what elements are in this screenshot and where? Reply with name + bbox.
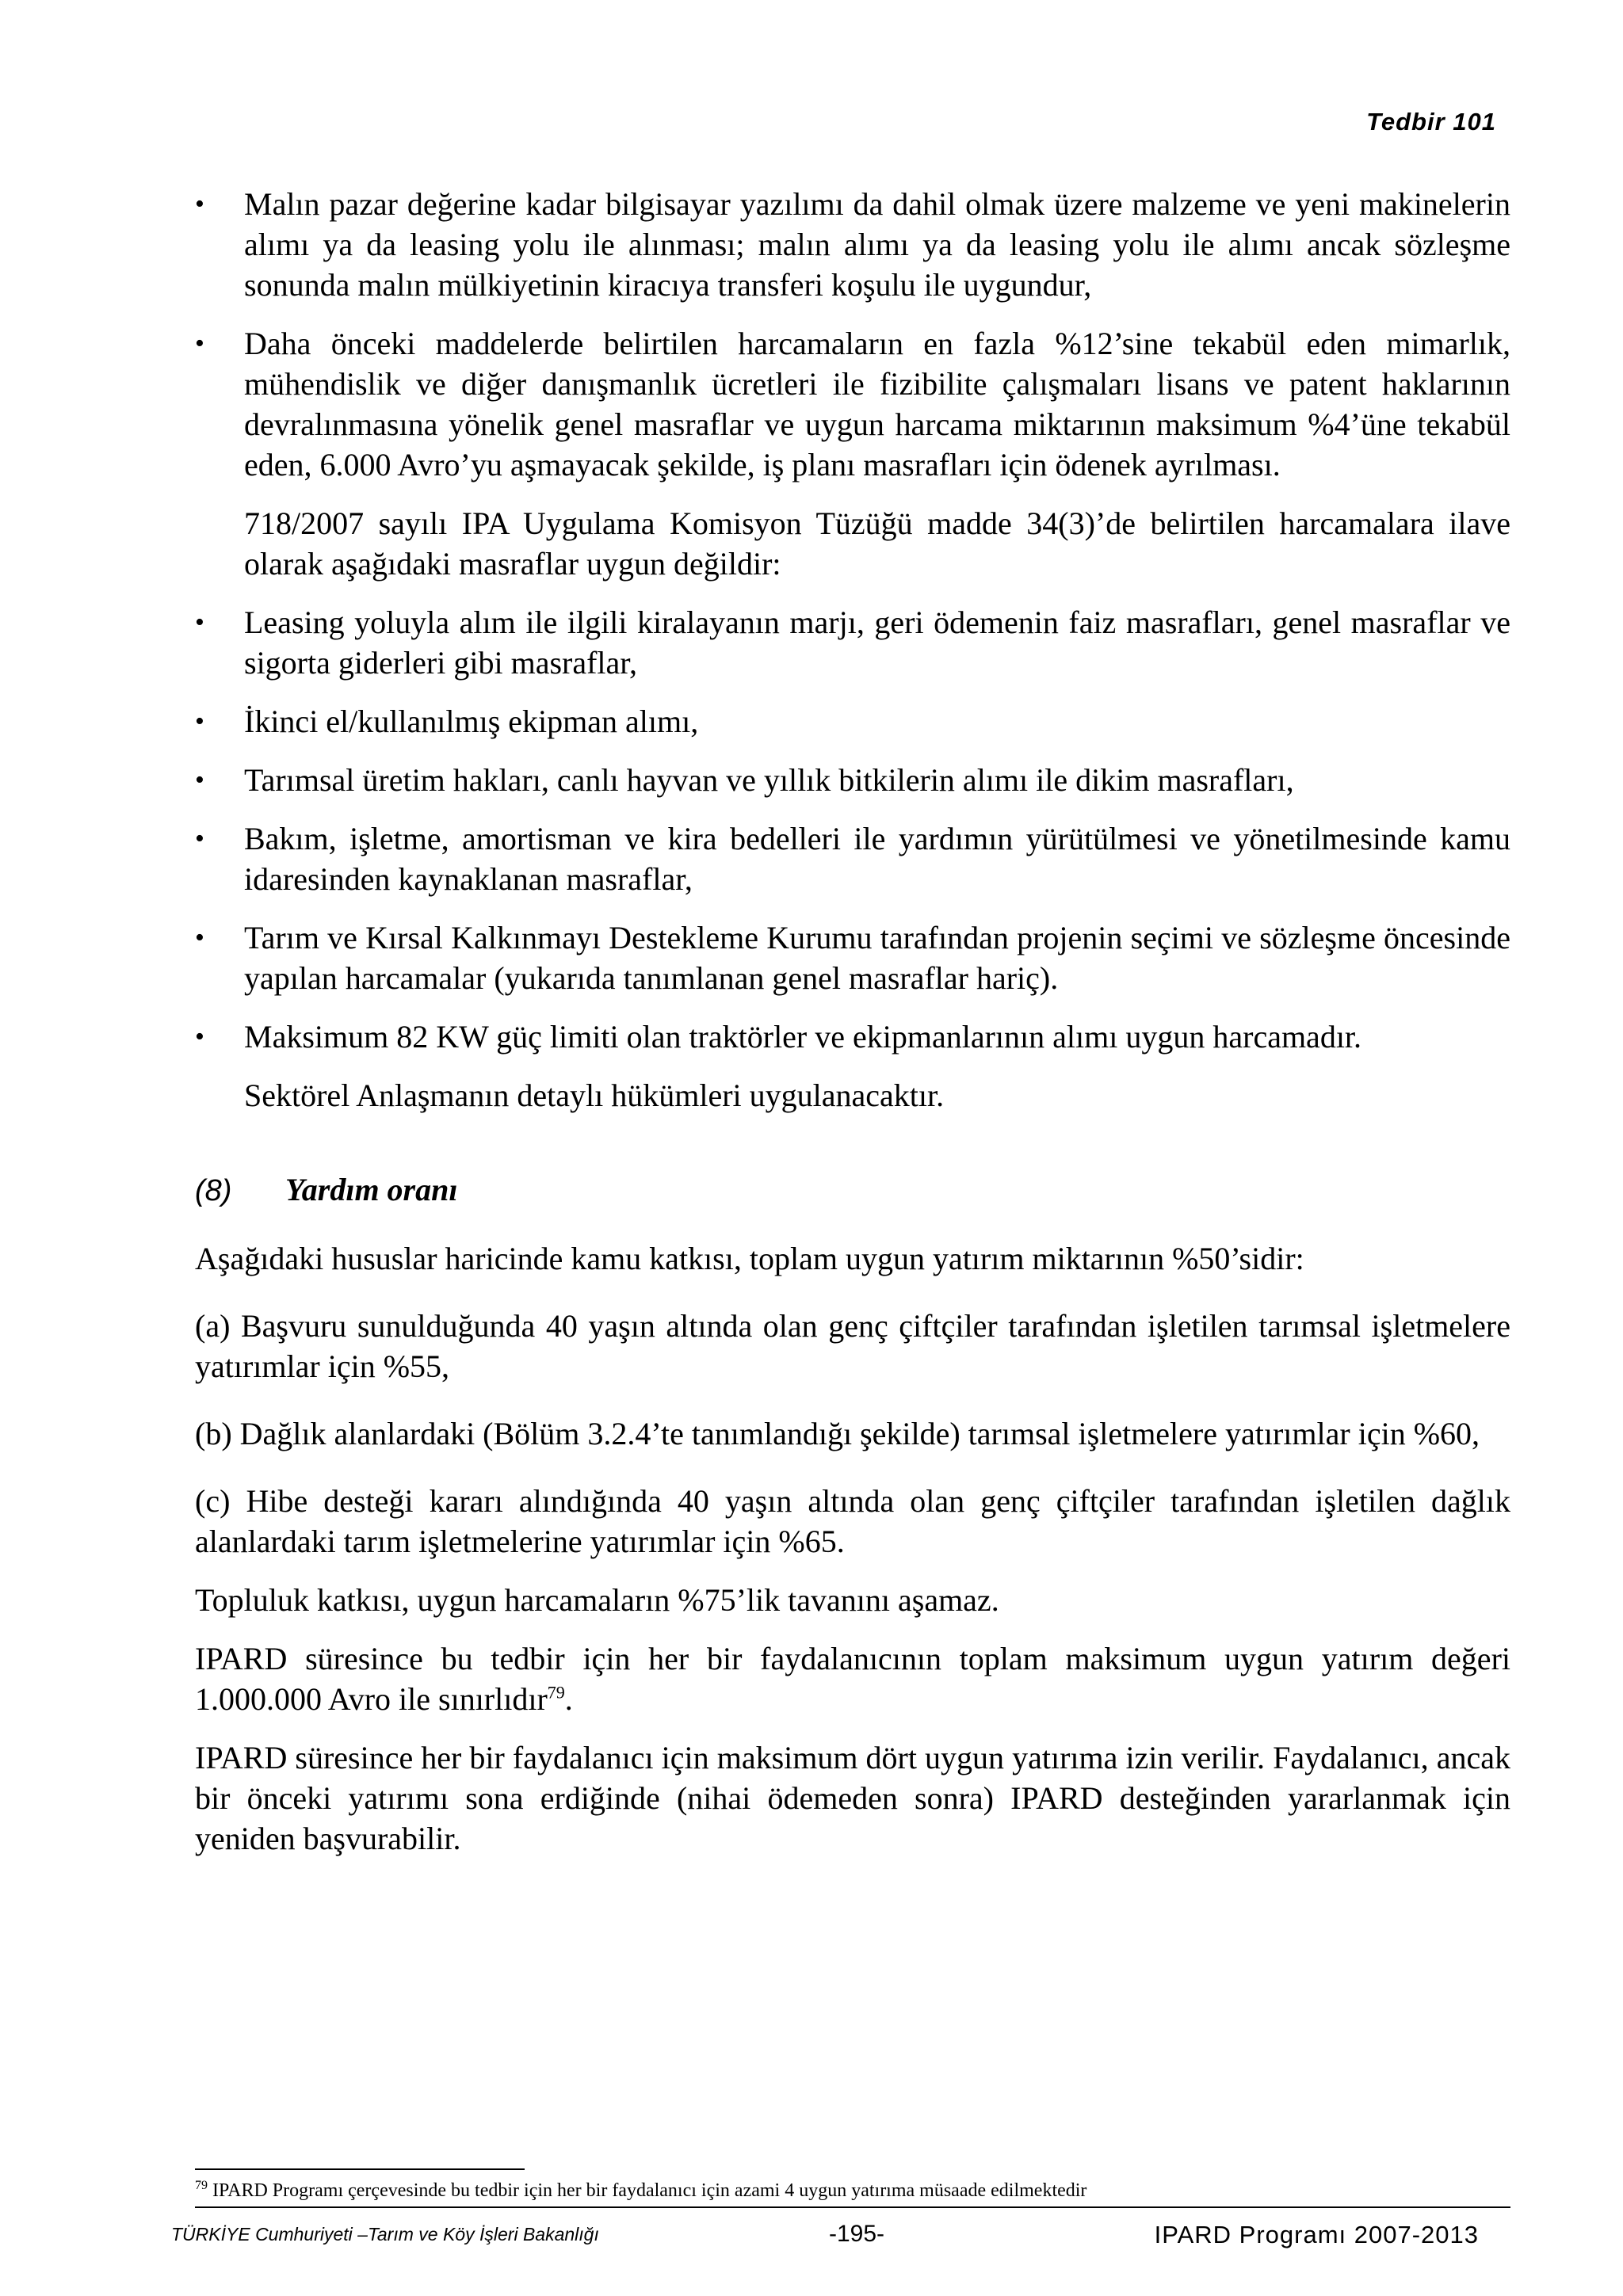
list-item bbox=[195, 184, 1510, 305]
document-body bbox=[195, 184, 1510, 1886]
sectoral-note: Sektörel Anlaşmanın detaylı hükümleri uygulanacaktır. bbox=[244, 1077, 945, 1113]
bullet-icon: • bbox=[195, 189, 204, 219]
list-item bbox=[195, 917, 1510, 998]
bullet-icon: • bbox=[195, 608, 204, 637]
list-item bbox=[195, 818, 1510, 899]
footnote-divider bbox=[195, 2168, 525, 2170]
list-item bbox=[195, 602, 1510, 683]
list-item-text: Maksimum 82 KW güç limiti olan traktörler ve ekipmanlarının alımı uygun harcamadır. bbox=[244, 1019, 1362, 1055]
footnote-ref[interactable]: 79 bbox=[547, 1682, 565, 1703]
list-item-text: Daha önceki maddelerde belirtilen harcamaların en fazla %12’sine tekabül eden mimarlık, mühendislik ve diğer danışmanlık ücretleri ile fizibilite çalışmaları lisans ve patent haklarının devralınmasına yönelik genel masraflar ve uygun harcama miktarının maksimum %4’üne tekabül eden, 6.000 Avro’yu aşmayacak şekilde, iş planı masrafları için ödenek ayrılması. bbox=[244, 326, 1510, 482]
page-number: -195- bbox=[829, 2221, 885, 2247]
list-item-text: Malın pazar değerine kadar bilgisayar yazılımı da dahil olmak üzere malzeme ve yeni makinelerin alımı ya da leasing yolu ile alınması; malın alımı ya da leasing yolu ile alımı ancak sözleşme sonunda malın mülkiyetinin kiracıya transferi koşulu ile uygundur, bbox=[244, 186, 1510, 303]
list-item bbox=[195, 323, 1510, 485]
paragraph bbox=[195, 1638, 1510, 1719]
footnote bbox=[195, 2179, 1086, 2203]
page-footer bbox=[171, 2221, 1479, 2252]
footer-divider bbox=[195, 2206, 1510, 2208]
paragraph-c: (c) Hibe desteği kararı alındığında 40 yaşın altında olan genç çiftçiler tarafından işletilen dağlık alanlardaki tarım işletmelerine yatırımlar için %65. bbox=[195, 1483, 1510, 1559]
list-item bbox=[195, 760, 1510, 800]
footnote-number: 79 bbox=[195, 2179, 208, 2192]
bullet-icon: • bbox=[195, 1022, 204, 1051]
bullet-icon: • bbox=[195, 707, 204, 736]
paragraph-text-end: . bbox=[564, 1681, 573, 1717]
list-item bbox=[195, 1016, 1510, 1057]
section-title: Yardım oranı bbox=[285, 1172, 458, 1207]
paragraph: Topluluk katkısı, uygun harcamaların %75’lik tavanını aşamaz. bbox=[195, 1582, 999, 1618]
paragraph: Aşağıdaki hususlar haricinde kamu katkısı, toplam uygun yatırım miktarının %50’sidir: bbox=[195, 1241, 1304, 1276]
bullet-icon: • bbox=[195, 329, 204, 358]
ineligible-expenses-list bbox=[195, 602, 1510, 1057]
bullet-icon: • bbox=[195, 765, 204, 795]
paragraph-b: (b) Dağlık alanlardaki (Bölüm 3.2.4’te tanımlandığı şekilde) tarımsal işletmelere yatırımlar için %60, bbox=[195, 1416, 1480, 1451]
list-item-text: Tarımsal üretim hakları, canlı hayvan ve yıllık bitkilerin alımı ile dikim masrafları, bbox=[244, 762, 1294, 798]
list-item-text: İkinci el/kullanılmış ekipman alımı, bbox=[244, 704, 699, 739]
list-item-text: Bakım, işletme, amortisman ve kira bedelleri ile yardımın yürütülmesi ve yönetilmesinde kamu idaresinden kaynaklanan masraflar, bbox=[244, 821, 1510, 897]
paragraph: IPARD süresince her bir faydalanıcı için maksimum dört uygun yatırıma izin verilir. Faydalanıcı, ancak bir önceki yatırımı sona erdiğinde (nihai ödemeden sonra) IPARD desteğinden yararlanmak için yeniden başvurabilir. bbox=[195, 1740, 1510, 1856]
ineligible-intro: 718/2007 sayılı IPA Uygulama Komisyon Tüzüğü madde 34(3)’de belirtilen harcamalara ilave olarak aşağıdaki masraflar uygun değildir: bbox=[244, 505, 1510, 582]
footer-ministry: TÜRKİYE Cumhuriyeti –Tarım ve Köy İşleri Bakanlığı bbox=[171, 2224, 599, 2245]
footnote-text: IPARD Programı çerçevesinde bu tedbir için her bir faydalanıcı için azami 4 uygun yatırıma müsaade edilmektedir bbox=[208, 2180, 1087, 2201]
list-item-text: Leasing yoluyla alım ile ilgili kiralayanın marjı, geri ödemenin faiz masrafları, genel masraflar ve sigorta giderleri gibi masraflar, bbox=[244, 605, 1510, 681]
paragraph-text: IPARD süresince bu tedbir için her bir faydalanıcının toplam maksimum uygun yatırım değeri 1.000.000 Avro ile sınırlıdır bbox=[195, 1641, 1510, 1717]
footer-program: IPARD Programı 2007-2013 bbox=[1154, 2221, 1479, 2248]
list-item bbox=[195, 701, 1510, 742]
eligible-expenses-list bbox=[195, 184, 1510, 485]
section-heading bbox=[195, 1169, 1510, 1211]
bullet-icon: • bbox=[195, 923, 204, 952]
running-header: Tedbir 101 bbox=[1366, 108, 1496, 135]
section-number: (8) bbox=[195, 1174, 232, 1207]
list-item-text: Tarım ve Kırsal Kalkınmayı Destekleme Kurumu tarafından projenin seçimi ve sözleşme öncesinde yapılan harcamalar (yukarıda tanımlanan genel masraflar hariç). bbox=[244, 920, 1510, 996]
paragraph-a: (a) Başvuru sunulduğunda 40 yaşın altında olan genç çiftçiler tarafından işletilen tarımsal işletmelere yatırımlar için %55, bbox=[195, 1308, 1510, 1384]
bullet-icon: • bbox=[195, 824, 204, 853]
